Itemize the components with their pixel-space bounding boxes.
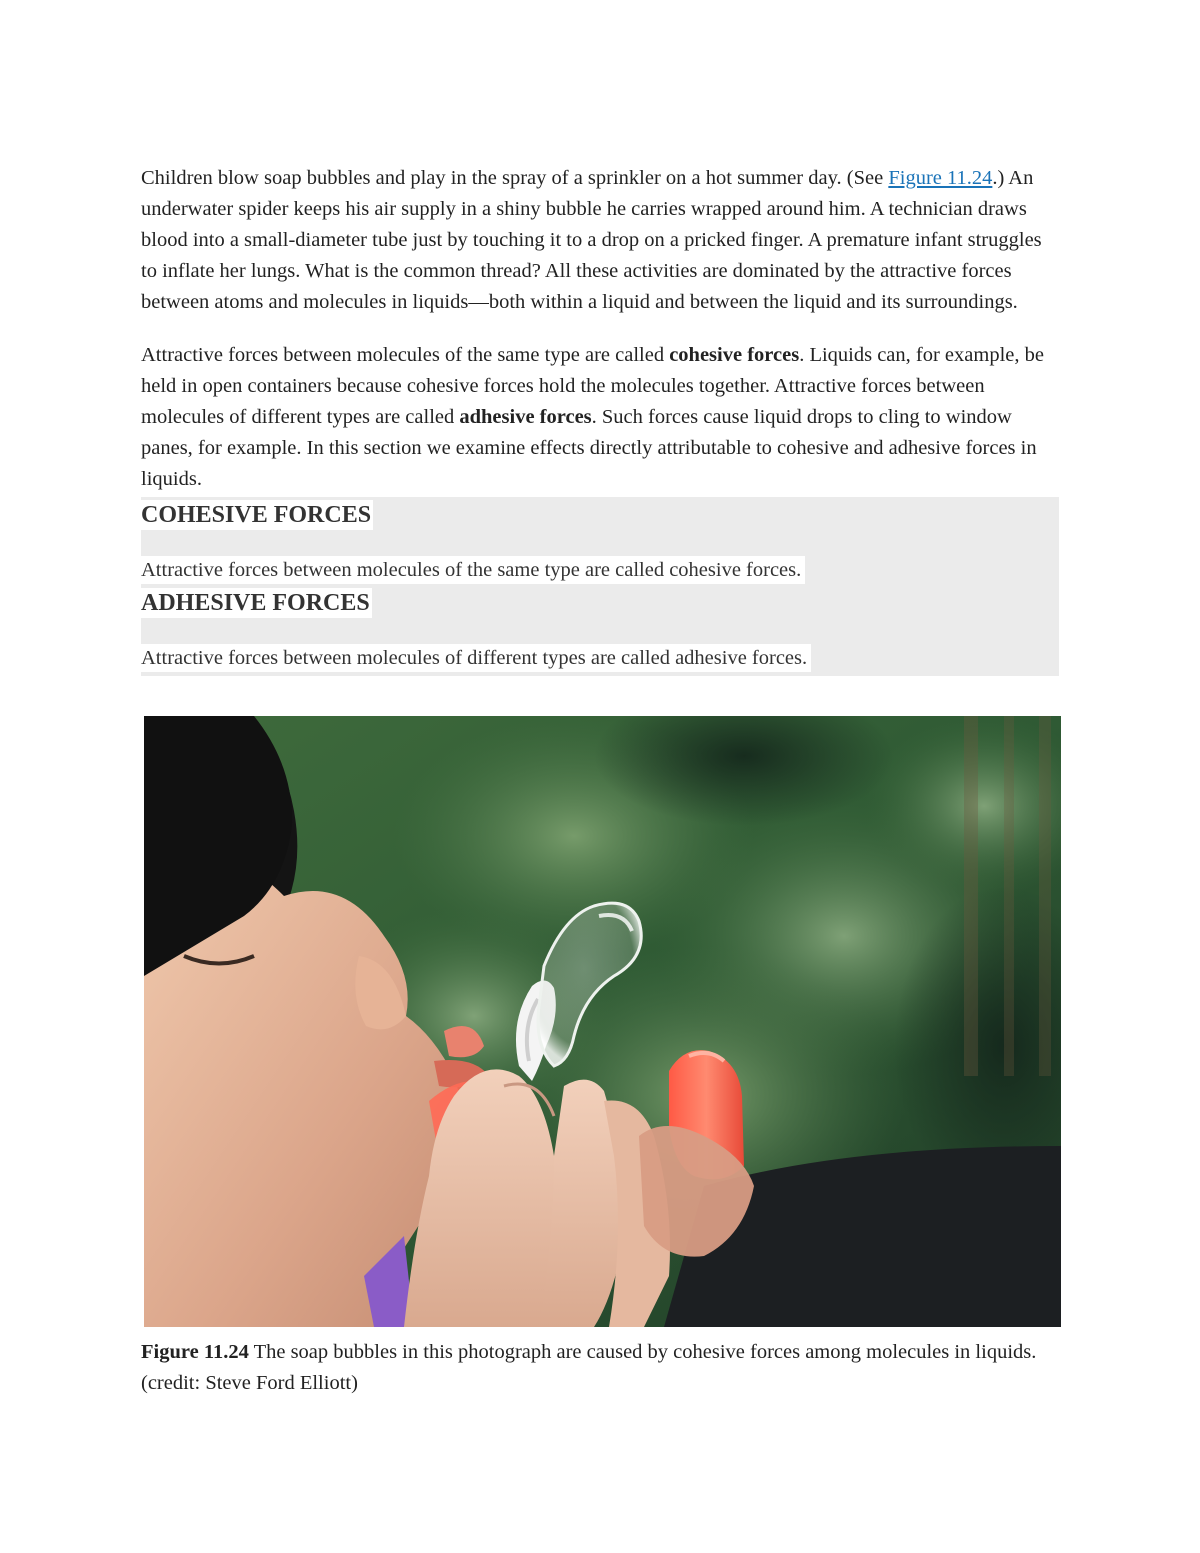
figure-photo bbox=[144, 716, 1061, 1327]
glossary-box bbox=[141, 497, 1059, 676]
adhesive-forces-term: adhesive forces bbox=[459, 406, 592, 428]
term-title: COHESIVE FORCES bbox=[141, 502, 372, 528]
cohesive-forces-term: cohesive forces bbox=[669, 344, 800, 366]
figure-caption bbox=[141, 1337, 1041, 1399]
glossary-term-cohesive bbox=[141, 500, 1059, 584]
figure-caption-text: The soap bubbles in this photograph are caused by cohesive forces among molecules in liquids. (credit: Steve Ford Elliott) bbox=[141, 1341, 1037, 1394]
intro-text-1: Children blow soap bubbles and play in the spray of a sprinkler on a hot summer day. (See bbox=[141, 167, 889, 189]
figure-label: Figure 11.24 bbox=[141, 1341, 249, 1363]
document-body bbox=[141, 163, 1061, 676]
forces-text-1: Attractive forces between molecules of the same type are called bbox=[141, 344, 670, 366]
forces-paragraph bbox=[141, 340, 1061, 495]
term-title: ADHESIVE FORCES bbox=[141, 590, 370, 616]
forces-text-2: . Liquids can, for example, be held in open containers because cohesive forces hold the molecules together. Attractive forces between molecules of different types are called bbox=[141, 344, 1044, 428]
intro-paragraph bbox=[141, 163, 1061, 318]
forces-text-3: . Such forces cause liquid drops to cling to window panes, for example. In this section we examine effects directly attributable to cohesive and adhesive forces in liquids. bbox=[141, 406, 1037, 490]
glossary-term-adhesive bbox=[141, 588, 1059, 672]
intro-text-2: .) An underwater spider keeps his air supply in a shiny bubble he carries wrapped around him. A technician draws blood into a small-diameter tube just by touching it to a drop on a pricked finger. A premature infant struggles to inflate her lungs. What is the common thread? All these activities are dominated by the attractive forces between atoms and molecules in liquids—both within a liquid and between the liquid and its surroundings. bbox=[141, 167, 1042, 313]
figure-link[interactable]: Figure 11.24 bbox=[888, 167, 993, 189]
term-definition: Attractive forces between molecules of different types are called adhesive forces. bbox=[141, 644, 811, 672]
term-definition: Attractive forces between molecules of the same type are called cohesive forces. bbox=[141, 556, 805, 584]
